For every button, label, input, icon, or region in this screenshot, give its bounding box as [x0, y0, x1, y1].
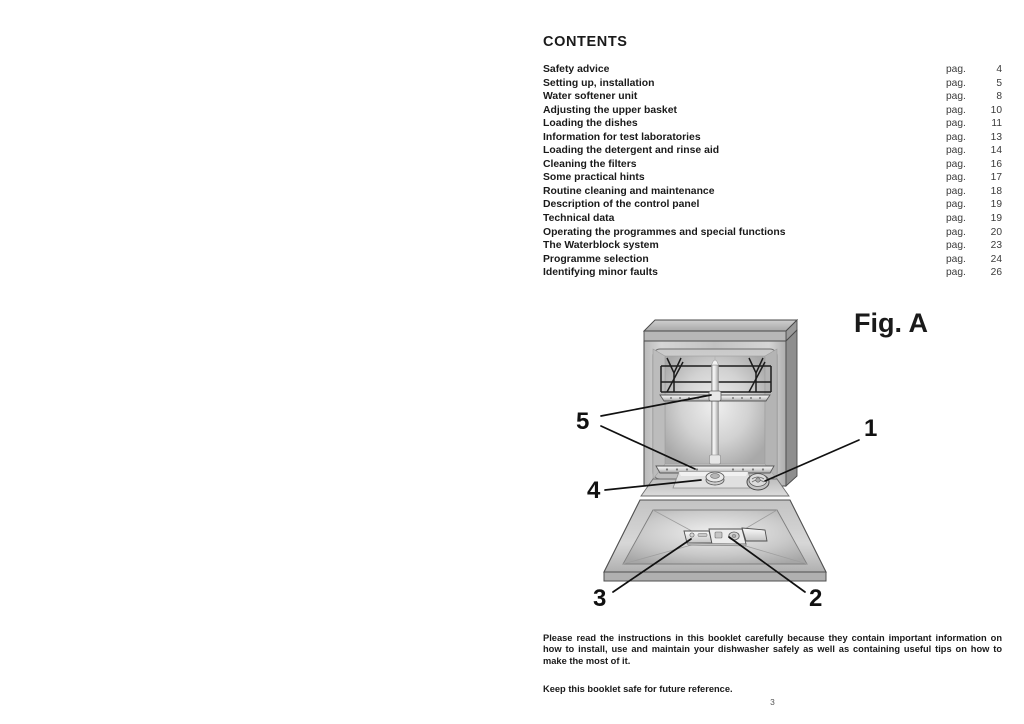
instruction-notes: [543, 633, 1002, 696]
toc-entry-page-number: 10: [990, 104, 1002, 116]
toc-entry: [543, 77, 1002, 91]
toc-entry-title: Programme selection: [543, 253, 649, 265]
toc-entry-pag-label: pag.: [946, 199, 966, 211]
dishwasher-illustration: [543, 300, 1003, 620]
toc-entry-page-number: 19: [990, 199, 1002, 211]
toc-entry: [543, 266, 1002, 280]
toc-entry-title: Setting up, installation: [543, 77, 655, 89]
toc-entry-title: Cleaning the filters: [543, 158, 637, 170]
toc-entry: [543, 253, 1002, 267]
toc-entry: [543, 171, 1002, 185]
toc-entry-pag-label: pag.: [946, 158, 966, 170]
toc-entry-page-number: 17: [990, 172, 1002, 184]
callout-label-4: 4: [587, 477, 601, 504]
toc-entry-title: Loading the dishes: [543, 118, 638, 130]
toc-entry-page-number: 26: [990, 267, 1002, 279]
toc-entry-pag-label: pag.: [946, 145, 966, 157]
callout-label-1: 1: [864, 415, 878, 442]
toc-entry-pag-label: pag.: [946, 77, 966, 89]
toc-entry-title: Technical data: [543, 213, 615, 225]
toc-entry-page-number: 23: [990, 240, 1002, 252]
toc-entry-pag-label: pag.: [946, 172, 966, 184]
page-title: CONTENTS: [543, 34, 628, 50]
callout-label-5: 5: [576, 408, 590, 435]
toc-entry-pag-label: pag.: [946, 64, 966, 75]
toc-entry: [543, 212, 1002, 226]
toc-entry-page-number: 24: [990, 253, 1002, 265]
note-keep-reference: Keep this booklet safe for future reference.: [543, 684, 733, 695]
toc-entry-page-number: 8: [996, 91, 1002, 103]
toc-entry-title: Some practical hints: [543, 172, 645, 184]
toc-entry-pag-label: pag.: [946, 118, 966, 130]
toc-entry-page-number: 18: [990, 185, 1002, 197]
toc-entry: [543, 158, 1002, 172]
toc-entry-pag-label: pag.: [946, 104, 966, 116]
toc-entry: [543, 90, 1002, 104]
toc-entry-pag-label: pag.: [946, 213, 966, 225]
figure-caption: Fig. A: [854, 308, 928, 338]
toc-entry-page-number: 11: [991, 118, 1002, 130]
toc-entry-pag-label: pag.: [946, 131, 966, 143]
figure-a: [543, 300, 1003, 620]
toc-entry: [543, 226, 1002, 240]
toc-entry-title: Safety advice: [543, 64, 610, 75]
toc-entry: [543, 239, 1002, 253]
callout-label-2: 2: [809, 585, 823, 612]
toc-entry-title: Description of the control panel: [543, 199, 700, 211]
toc-entry: [543, 198, 1002, 212]
toc-entry-pag-label: pag.: [946, 253, 966, 265]
callout-label-3: 3: [593, 585, 607, 612]
toc-entry-page-number: 13: [990, 131, 1002, 143]
detergent-dispenser: [709, 529, 746, 544]
toc-entry-page-number: 19: [990, 213, 1002, 225]
content-column: [543, 0, 1003, 724]
toc-entry-page-number: 20: [990, 226, 1002, 238]
toc-entry-pag-label: pag.: [946, 226, 966, 238]
toc-entry-title: Information for test laboratories: [543, 131, 701, 143]
toc-entry-title: Loading the detergent and rinse aid: [543, 145, 720, 157]
toc-entry-title: Routine cleaning and maintenance: [543, 185, 715, 197]
salt-container-cap: [747, 474, 769, 490]
toc-entry: [543, 144, 1002, 158]
toc-entry-pag-label: pag.: [946, 267, 966, 279]
toc-entry: [543, 185, 1002, 199]
toc-entry-page-number: 14: [990, 145, 1002, 157]
toc-entry: [543, 104, 1002, 118]
sump-filter-cap: [706, 472, 724, 485]
page-number: 3: [770, 697, 775, 707]
toc-entry-page-number: 4: [996, 64, 1002, 75]
toc-entry-title: Operating the programmes and special functions: [543, 226, 786, 238]
toc-entry-title: Adjusting the upper basket: [543, 104, 677, 116]
toc-entry-pag-label: pag.: [946, 185, 966, 197]
toc-entry-pag-label: pag.: [946, 240, 966, 252]
table-of-contents: [543, 63, 1002, 280]
note-paragraph: Please read the instructions in this booklet carefully because they contain important information on how to install, use and maintain your dishwasher safely as well as containing useful tips on how to make the most of it.: [543, 633, 1002, 666]
toc-entry-page-number: 16: [990, 158, 1002, 170]
toc-entry: [543, 63, 1002, 77]
toc-entry: [543, 117, 1002, 131]
toc-entry-page-number: 5: [996, 77, 1002, 89]
toc-entry-title: Water softener unit: [543, 91, 638, 103]
toc-entry-pag-label: pag.: [946, 91, 966, 103]
toc-entry: [543, 131, 1002, 145]
toc-entry-title: The Waterblock system: [543, 240, 659, 252]
toc-entry-title: Identifying minor faults: [543, 267, 658, 279]
cabinet-top-lid: [644, 320, 797, 341]
detergent-dispenser-lid: [742, 528, 767, 541]
